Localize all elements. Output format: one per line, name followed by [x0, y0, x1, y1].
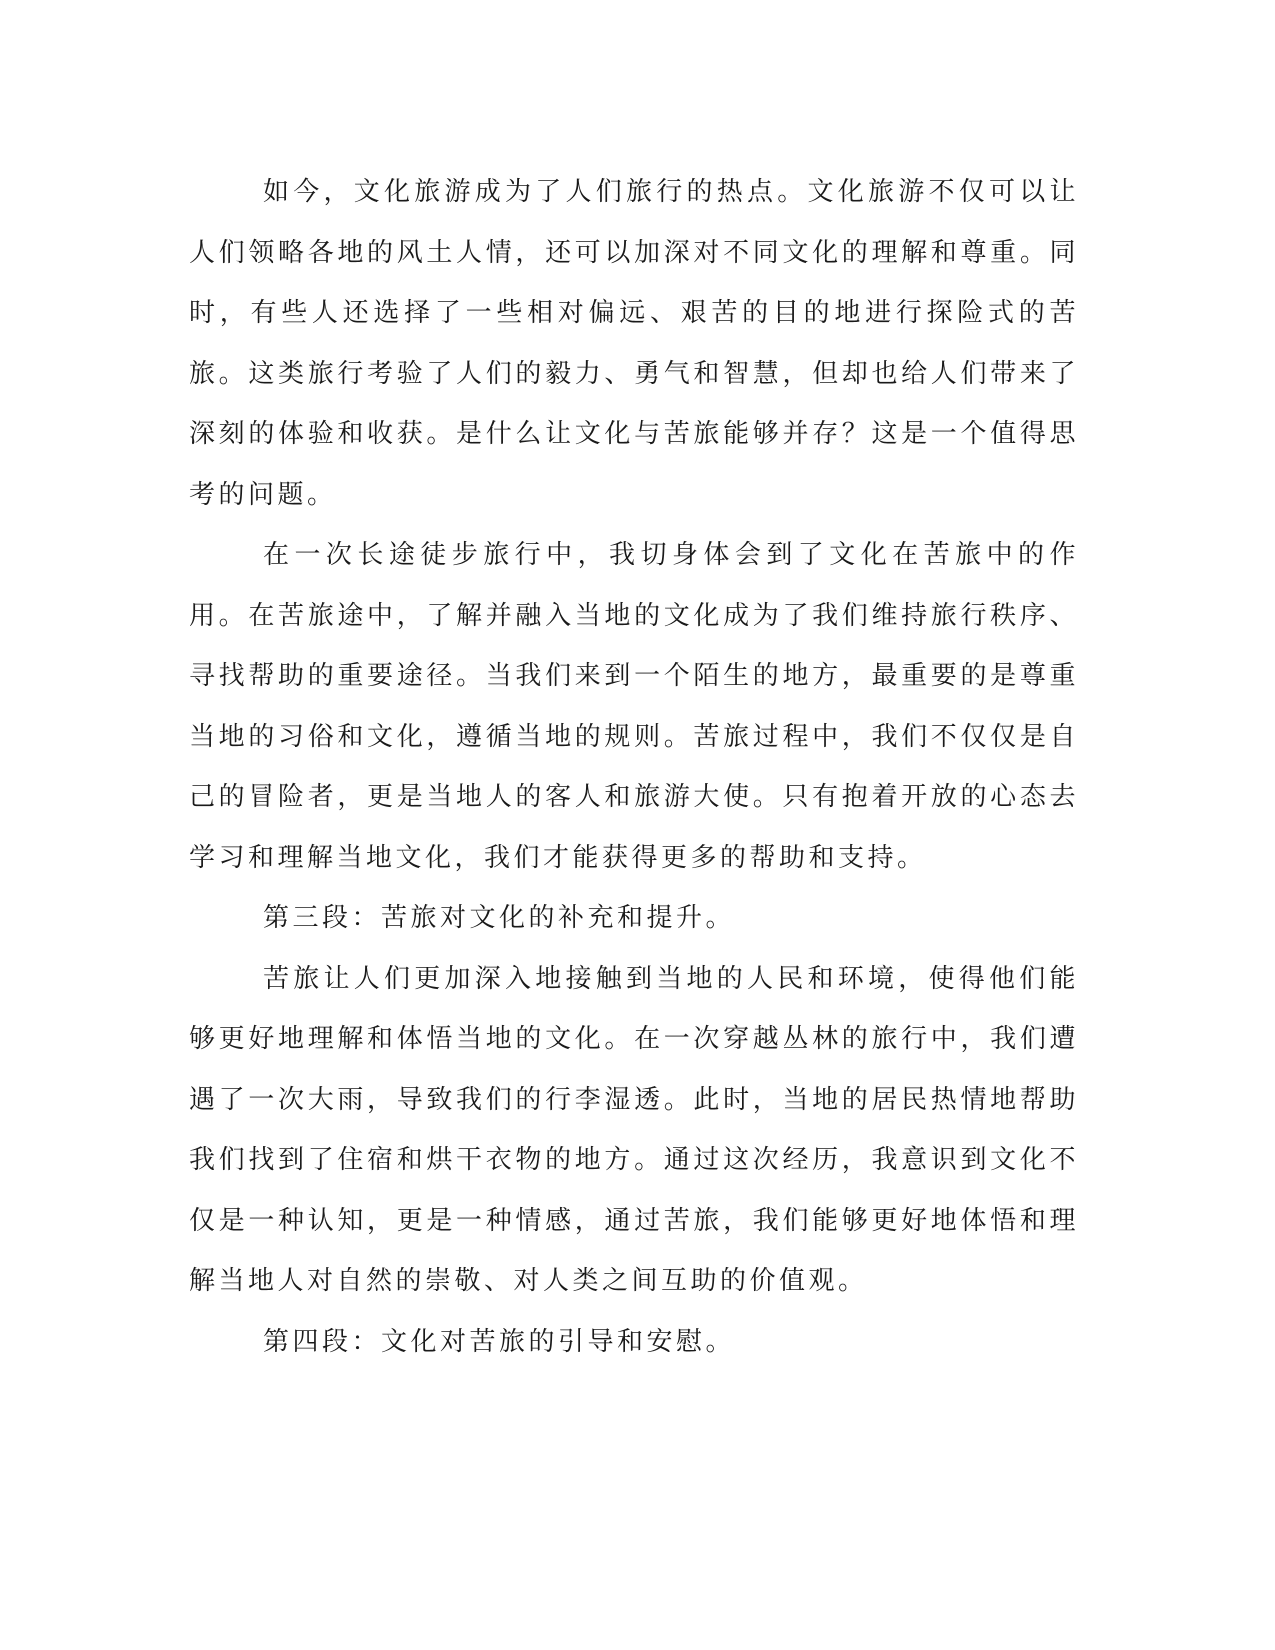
section-heading-4: 第四段：文化对苦旅的引导和安慰。 — [263, 1326, 736, 1357]
paragraph-intro: 如今，文化旅游成为了人们旅行的热点。文化旅游不仅可以让人们领略各地的风土人情，还可以加深对不同文化的理解和尊重。同时，有些人还选择了一些相对偏远、艰苦的目的地进行探险式的苦旅。这类旅行考验了人们的毅力、勇气和智慧，但却也给人们带来了深刻的体验和收获。是什么让文化与苦旅能够并存？这是一个值得思考的问题。 — [189, 177, 1079, 510]
paragraph-hiking-experience: 在一次长途徒步旅行中，我切身体会到了文化在苦旅中的作用。在苦旅途中，了解并融入当地的文化成为了我们维持旅行秩序、寻找帮助的重要途径。当我们来到一个陌生的地方，最重要的是尊重当地的习俗和文化，遵循当地的规则。苦旅过程中，我们不仅仅是自己的冒险者，更是当地人的客人和旅游大使。只有抱着开放的心态去学习和理解当地文化，我们才能获得更多的帮助和支持。 — [189, 540, 1079, 873]
paragraph-jungle-experience: 苦旅让人们更加深入地接触到当地的人民和环境，使得他们能够更好地理解和体悟当地的文化。在一次穿越丛林的旅行中，我们遭遇了一次大雨，导致我们的行李湿透。此时，当地的居民热情地帮助我们找到了住宿和烘干衣物的地方。通过这次经历，我意识到文化不仅是一种认知，更是一种情感，通过苦旅，我们能够更好地体悟和理解当地人对自然的崇敬、对人类之间互助的价值观。 — [189, 963, 1079, 1296]
document-body — [189, 162, 1079, 1372]
section-heading-3: 第三段：苦旅对文化的补充和提升。 — [263, 903, 736, 933]
